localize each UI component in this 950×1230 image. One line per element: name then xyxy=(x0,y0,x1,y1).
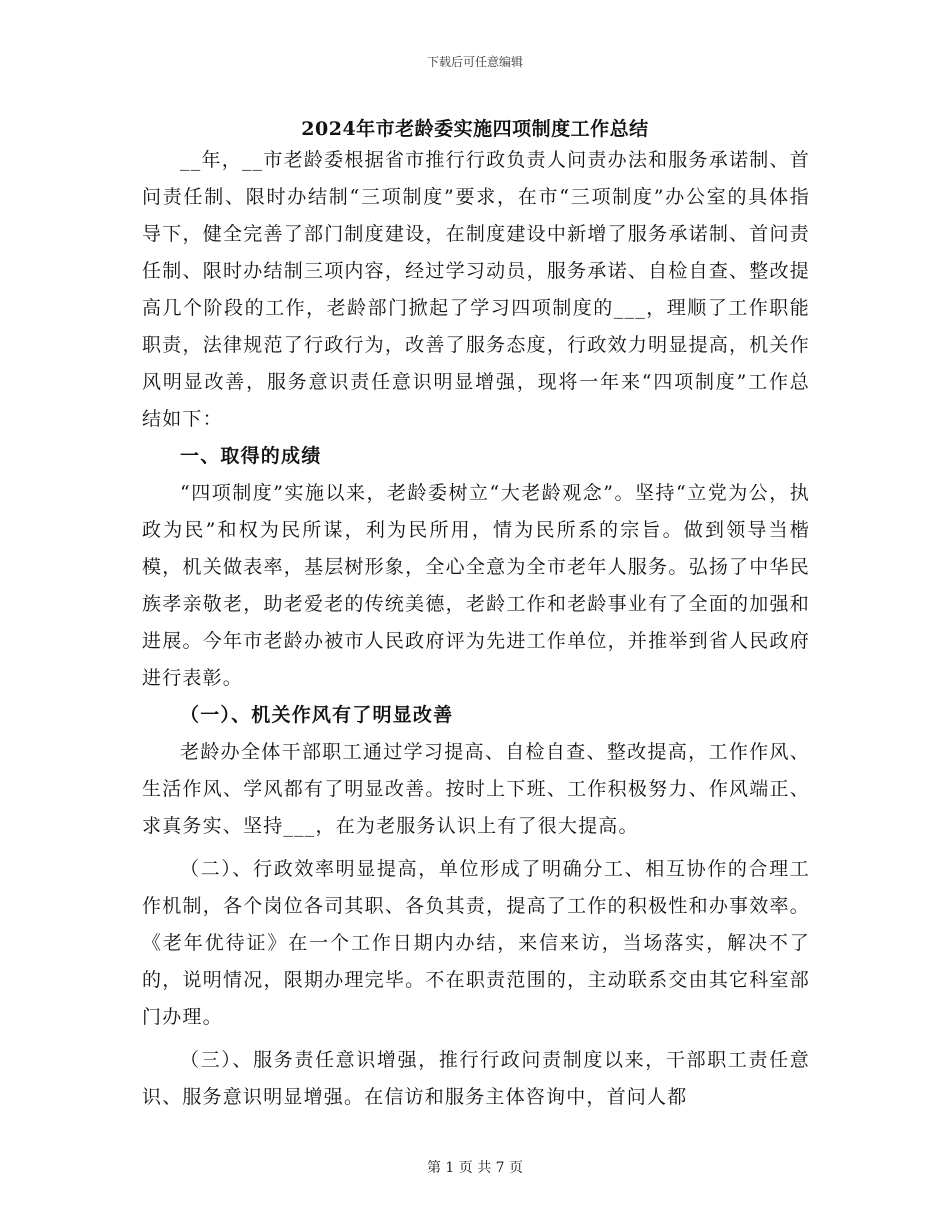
work-style-paragraph: 老龄办全体干部职工通过学习提高、自检自查、整改提高，工作作风、生活作风、学风都有了明显改善。按时上下班、工作积极努力、作风端正、求真务实、坚持___，在为老服务认识上有了很大提高。 xyxy=(142,741,810,837)
document-body xyxy=(142,142,810,1116)
page-number: 第 1 页 共 7 页 xyxy=(426,1160,524,1176)
responsibility-paragraph: （三）、服务责任意识增强，推行行政问责制度以来，干部职工责任意识、服务意识明显增强。在信访和服务主体咨询中，首问人都 xyxy=(142,1049,810,1108)
achievements-paragraph: “四项制度”实施以来，老龄委树立“大老龄观念”。坚持“立党为公，执政为民”和权为民所谋，利为民所用，情为民所系的宗旨。做到领导当楷模，机关做表率，基层树形象，全心全意为全市老年人服务。弘扬了中华民族孝亲敬老，助老爱老的传统美德，老龄工作和老龄事业有了全面的加强和进展。今年市老龄办被市人民政府评为先进工作单位，并推举到省人民政府进行表彰。 xyxy=(142,482,810,689)
subsection-heading-work-style: （一）、机关作风有了明显改善 xyxy=(180,704,454,726)
document-title: 2024年市老龄委实施四项制度工作总结 xyxy=(301,118,649,140)
section-heading-achievements: 一、取得的成绩 xyxy=(180,445,322,467)
efficiency-paragraph: （二）、行政效率明显提高，单位形成了明确分工、相互协作的合理工作机制，各个岗位各司其职、各负其责，提高了工作的积极性和办事效率。《老年优待证》在一个工作日期内办结，来信来访，当场落实，解决不了的，说明情况，限期办理完毕。不在职责范围的，主动联系交由其它科室部门办理。 xyxy=(142,858,810,1028)
page-header-note: 下载后可任意编辑 xyxy=(426,55,523,69)
intro-paragraph: __年，__市老龄委根据省市推行行政负责人问责办法和服务承诺制、首问责任制、限时办结制“三项制度”要求，在市“三项制度”办公室的具体指导下，健全完善了部门制度建设，在制度建设中新增了服务承诺制、首问责任制、限时办结制三项内容，经过学习动员，服务承诺、自检自查、整改提高几个阶段的工作，老龄部门掀起了学习四项制度的___，理顺了工作职能职责，法律规范了行政行为，改善了服务态度，行政效力明显提高，机关作风明显改善，服务意识责任意识明显增强，现将一年来“四项制度”工作总结如下： xyxy=(142,149,810,430)
